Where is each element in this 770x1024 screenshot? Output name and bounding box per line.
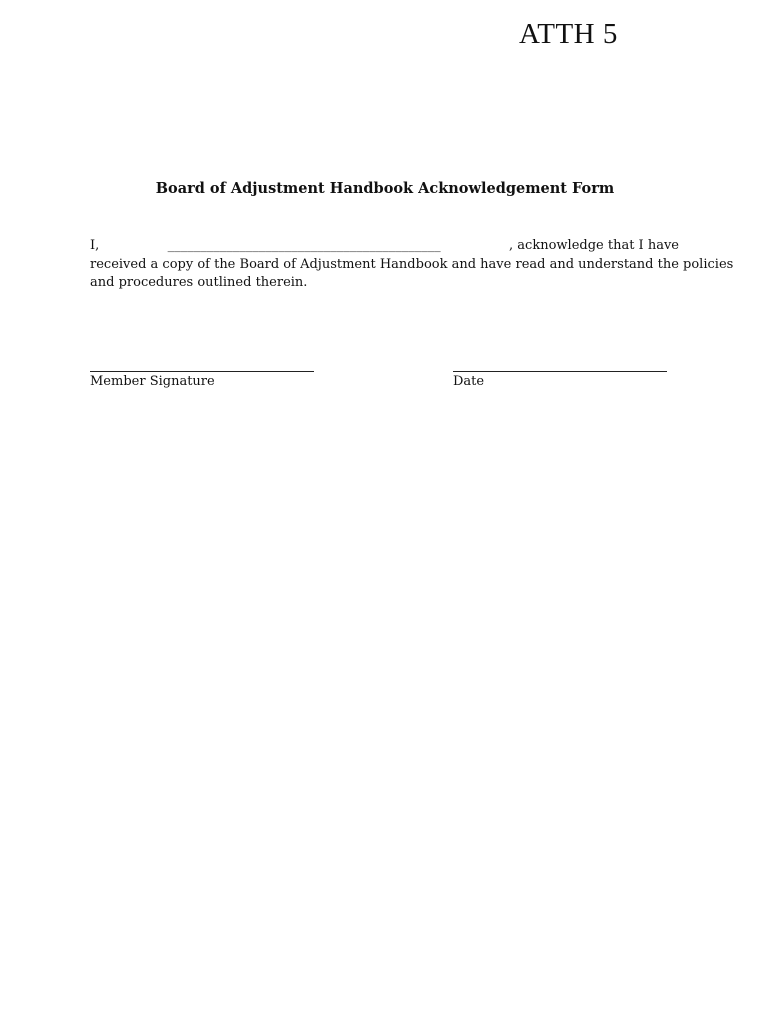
statement-line-1-end: , acknowledge that I have bbox=[509, 238, 679, 253]
member-signature-line[interactable] bbox=[90, 357, 314, 372]
statement-line-2: received a copy of the Board of Adjustment Handbook and have read and understand the policies bbox=[90, 256, 734, 272]
member-name-blank[interactable]: __________________________________________ bbox=[167, 238, 441, 253]
date-line[interactable] bbox=[453, 357, 667, 372]
statement-line-3: and procedures outlined therein. bbox=[90, 275, 308, 290]
member-signature-label: Member Signature bbox=[90, 374, 215, 389]
statement-line-1 bbox=[90, 237, 679, 256]
attachment-label: ATTH 5 bbox=[519, 18, 618, 50]
form-title: Board of Adjustment Handbook Acknowledgement Form bbox=[155, 180, 615, 197]
date-label: Date bbox=[453, 374, 485, 389]
acknowledgement-statement bbox=[90, 237, 734, 293]
date-block bbox=[453, 357, 667, 390]
member-signature-block bbox=[90, 357, 314, 390]
statement-prefix: I, bbox=[90, 238, 100, 253]
